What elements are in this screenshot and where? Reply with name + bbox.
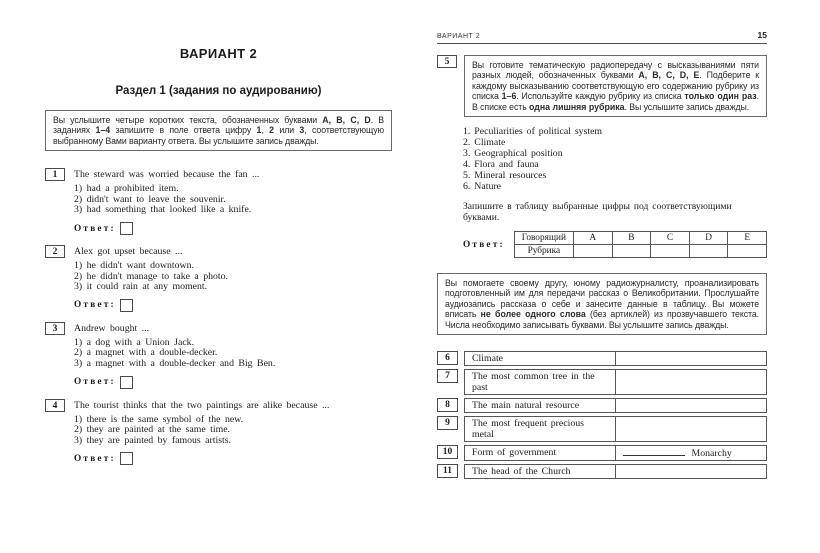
question-3 bbox=[45, 322, 392, 390]
question-4 bbox=[45, 399, 392, 467]
option: 1) he didn't want downtown. bbox=[74, 260, 194, 271]
table-row-7 bbox=[437, 369, 767, 395]
task6-table bbox=[437, 351, 767, 479]
rubric-item: 3. Geographical position bbox=[463, 148, 563, 160]
speaker-cell: C bbox=[651, 232, 690, 245]
answer-label: Ответ: bbox=[74, 223, 116, 234]
row-label: The most common tree in the past bbox=[465, 370, 616, 394]
row-label: The most frequent precious metal bbox=[465, 417, 616, 441]
rubric-item: 5. Mineral resources bbox=[463, 170, 547, 182]
answer-label: Ответ: bbox=[74, 453, 116, 464]
answer-label: Ответ: bbox=[74, 377, 116, 388]
row-answer-cell bbox=[616, 446, 767, 460]
question-text: Alex got upset because ... bbox=[74, 246, 183, 257]
row-answer-cell bbox=[616, 417, 767, 441]
row-answer-cell bbox=[616, 370, 767, 394]
question-number-box: 6 bbox=[437, 351, 458, 365]
speaker-cell: A bbox=[573, 232, 612, 245]
rubric-answer-cell bbox=[728, 245, 767, 258]
row-label: The main natural resource bbox=[465, 399, 616, 412]
row-label: Form of government bbox=[465, 446, 616, 460]
question-number-box: 2 bbox=[45, 245, 65, 258]
speaker-cell: D bbox=[689, 232, 728, 245]
option: 3) they are painted by famous artists. bbox=[74, 434, 232, 446]
rubric-row-label: Рубрика bbox=[514, 245, 573, 258]
option: 3) it could rain at any moment. bbox=[74, 281, 208, 293]
options-list bbox=[74, 184, 392, 216]
question-text: Andrew bought ... bbox=[74, 322, 150, 334]
options-list bbox=[74, 338, 392, 370]
option: 1) there is the same symbol of the new. bbox=[74, 413, 244, 425]
question-text: The steward was worried because the fan ... bbox=[74, 169, 260, 181]
running-header bbox=[437, 30, 767, 44]
rubric-answer-cell bbox=[651, 245, 690, 258]
table-row bbox=[514, 245, 766, 258]
table-row-9 bbox=[437, 416, 767, 442]
table-row-11 bbox=[437, 464, 767, 479]
answer-input-box bbox=[120, 299, 133, 312]
question-text: The tourist thinks that the two paintings are alike because ... bbox=[74, 399, 330, 411]
answer-label: Ответ: bbox=[74, 300, 116, 311]
task5-answer-block bbox=[463, 231, 767, 258]
question-1 bbox=[45, 168, 392, 236]
speakers-table bbox=[514, 231, 767, 258]
section-title: Раздел 1 (задания по аудированию) bbox=[115, 85, 322, 97]
speaker-cell: B bbox=[612, 232, 651, 245]
question-number-box: 4 bbox=[45, 399, 65, 412]
left-page bbox=[45, 46, 392, 475]
row-answer-cell bbox=[616, 352, 767, 365]
speaker-cell: E bbox=[728, 232, 767, 245]
table-fill-note: Запишите в таблицу выбранные цифры под соответствующими буквами. bbox=[463, 201, 732, 224]
answer-label: Ответ: bbox=[463, 239, 505, 250]
answer-input-box bbox=[120, 452, 133, 465]
rubric-item: 4. Flora and fauna bbox=[463, 159, 539, 171]
rubric-item: 1. Peculiarities of political system bbox=[463, 126, 603, 138]
answer-input-box bbox=[120, 222, 133, 235]
right-page bbox=[437, 30, 767, 482]
table-row-10 bbox=[437, 445, 767, 461]
question-2 bbox=[45, 245, 392, 313]
question-number-box: 8 bbox=[437, 398, 458, 412]
running-header-title: ВАРИАНТ 2 bbox=[437, 33, 481, 40]
options-list bbox=[74, 415, 392, 447]
rubric-list bbox=[463, 126, 767, 192]
options-list bbox=[74, 261, 392, 293]
question-number-box: 3 bbox=[45, 322, 65, 335]
table-row-6 bbox=[437, 351, 767, 366]
speakers-header-cell: Говорящий bbox=[514, 232, 573, 245]
task6-instruction-box: Вы помогаете своему другу, юному радиожурналисту, проанализировать подготовленный им для передачи рассказ о Великобритании. Прослушайте аудиозапись рассказа о себе и занесите данные в таблицу. Вы можете вписать не более одного слова (без артиклей) из прозвучавшего текста. Числа необходимо записывать буквами. Вы услышите запись дважды. bbox=[437, 273, 767, 335]
question-number-box: 7 bbox=[437, 369, 458, 383]
option: 3) had something that looked like a knife. bbox=[74, 204, 252, 216]
question-number-box: 9 bbox=[437, 416, 458, 430]
row-answer-cell bbox=[616, 465, 767, 478]
option: 2) a magnet with a double-decker. bbox=[74, 347, 218, 359]
question-number-box: 5 bbox=[437, 55, 457, 68]
variant-title: ВАРИАНТ 2 bbox=[179, 46, 258, 61]
answer-input-box bbox=[120, 376, 133, 389]
rubric-item: 2. Climate bbox=[463, 137, 506, 149]
question-number-box: 10 bbox=[437, 445, 458, 459]
option: 2) they are painted at the same time. bbox=[74, 424, 230, 436]
question-number-box: 11 bbox=[437, 464, 458, 478]
row-label: The head of the Church bbox=[465, 465, 616, 478]
listening-instruction-box: Вы услышите четыре коротких текста, обозначенных буквами A, B, C, D. В заданиях 1–4 запишите в поле ответа цифру 1, 2 или 3, соответствующую выбранному Вами варианту ответа. Вы услышите запись дважды. bbox=[45, 110, 392, 151]
prefilled-answer: Monarchy bbox=[691, 448, 732, 460]
question-5 bbox=[437, 55, 767, 117]
row-answer-cell bbox=[616, 399, 767, 412]
option: 2) didn't want to leave the souvenir. bbox=[74, 193, 226, 205]
table-row bbox=[514, 232, 766, 245]
question-number-box: 1 bbox=[45, 168, 65, 181]
row-label: Climate bbox=[465, 352, 616, 365]
option: 1) a dog with a Union Jack. bbox=[74, 336, 195, 348]
rubric-answer-cell bbox=[612, 245, 651, 258]
option: 3) a magnet with a double-decker and Big Ben. bbox=[74, 357, 276, 369]
page-number: 15 bbox=[757, 30, 767, 40]
option: 2) he didn't manage to take a photo. bbox=[74, 270, 228, 282]
table-row-8 bbox=[437, 398, 767, 413]
rubric-item: 6. Nature bbox=[463, 181, 501, 193]
rubric-answer-cell bbox=[573, 245, 612, 258]
option: 1) had a prohibited item. bbox=[74, 183, 179, 195]
rubric-answer-cell bbox=[689, 245, 728, 258]
answer-blank-line bbox=[623, 447, 685, 456]
task5-instruction-box: Вы готовите тематическую радиопередачу с высказываниями пяти разных людей, обозначенных буквами A, B, C, D, E. Подберите к каждому высказыванию соответствующую его содержанию рубрику из списка 1–6. Используйте каждую рубрику из списка только один раз. В списке есть одна лишняя рубрика. Вы услышите запись дважды. bbox=[464, 55, 767, 117]
